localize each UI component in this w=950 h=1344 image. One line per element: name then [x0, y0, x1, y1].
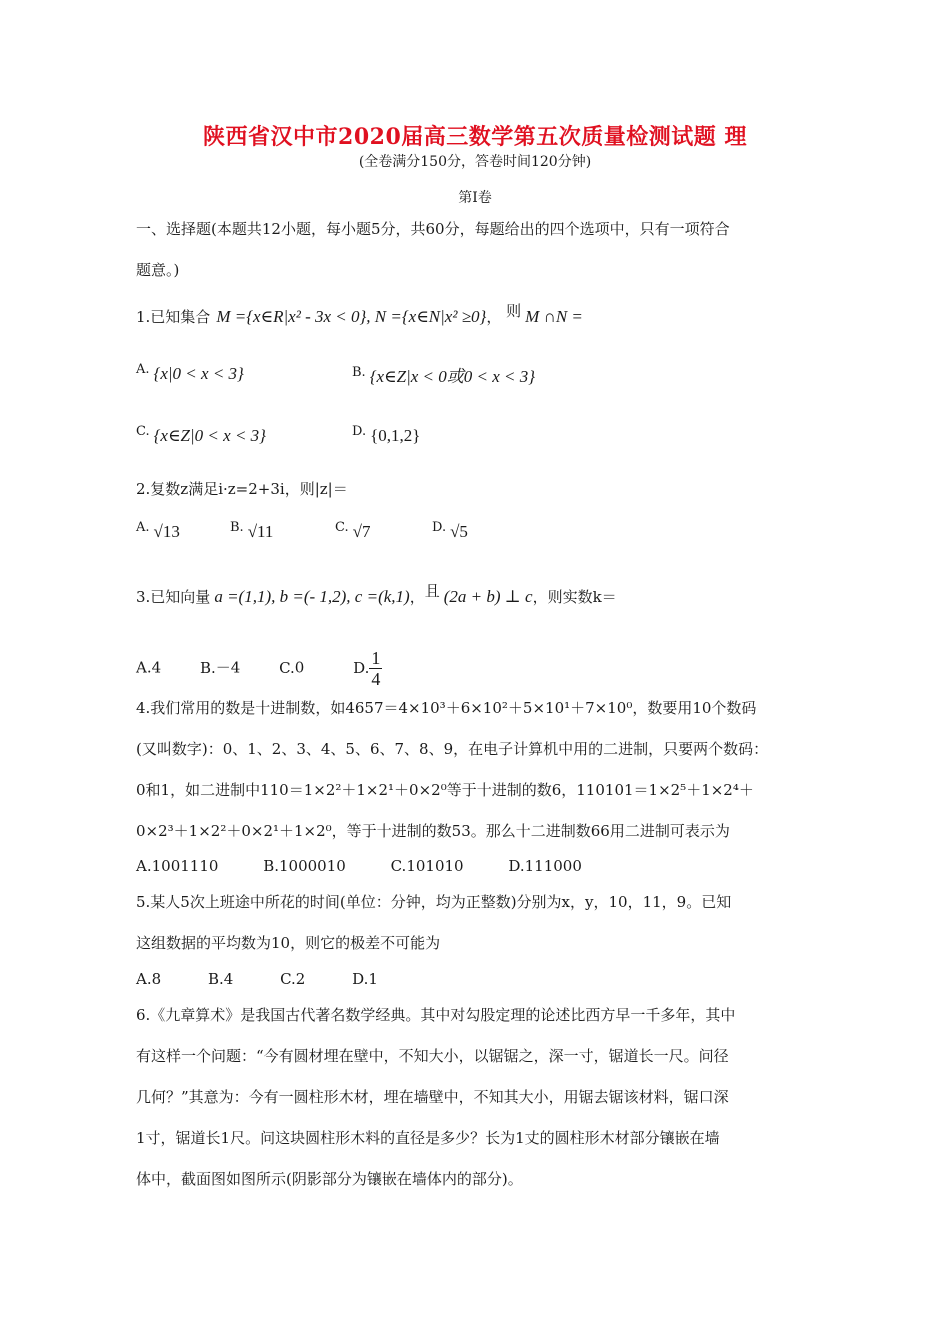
option-text: 4 — [151, 658, 162, 677]
exam-subtitle: (全卷满分150分，答卷时间120分钟) — [358, 154, 592, 170]
option-label: A. — [136, 857, 152, 875]
option-label: A. — [136, 520, 150, 535]
question-6-line-2: 有这样一个问题：“今有圆材埋在壁中，不知大小，以锯锯之，深一寸，锯道长一尺。问径 — [136, 1047, 729, 1065]
q3-condition: (2a + b) ⊥ c — [443, 587, 533, 606]
q2-option-b — [230, 520, 273, 542]
question-4-line-2: (又叫数字)：0、1、2、3、4、5、6、7、8、9，在电子计算机中用的二进制，只要两个数码： — [136, 740, 769, 758]
question-4-line-4: 0×2³＋1×2²＋0×2¹＋1×2⁰，等于十进制的数53。那么十二进制数66用二进制可表示为 — [136, 822, 730, 840]
question-4-line-3: 0和1，如二进制中110＝1×2²＋1×2¹＋0×2⁰等于十进制的数6，110101＝1×2⁵＋1×2⁴＋ — [136, 781, 754, 799]
option-label: A. — [136, 658, 152, 677]
q1-comma: ， — [486, 308, 502, 326]
option-text: 1 — [368, 970, 378, 988]
option-label: C. — [136, 424, 150, 439]
option-text: 2 — [295, 970, 306, 988]
option-text: {x∈Z|x < 0或0 < x < 3} — [369, 367, 536, 386]
option-label: D. — [432, 520, 447, 535]
option-text: √5 — [450, 522, 468, 541]
question-3-stem — [136, 580, 617, 607]
fraction-denominator: 4 — [371, 669, 381, 689]
option-label: B. — [199, 658, 216, 677]
q2-option-a — [136, 520, 180, 542]
option-label: C. — [279, 658, 295, 677]
question-6-line-4: 1寸，锯道长1尺。问这块圆柱形木料的直径是多少？长为1丈的圆柱形木材部分镶嵌在墙 — [136, 1129, 720, 1147]
q3-prefix: 3.已知向量 — [136, 588, 211, 606]
option-text: 101010 — [406, 857, 464, 875]
option-text: √7 — [352, 522, 371, 541]
section-heading: 第Ⅰ卷 — [458, 190, 492, 206]
question-6-line-5: 体中，截面图如图所示(阴影部分为镶嵌在墙体内的部分)。 — [136, 1170, 523, 1188]
question-5-line-1: 5.某人5次上班途中所花的时间(单位：分钟，均为正整数)分别为x，y，10，11，9。已知 — [136, 893, 732, 911]
q2-option-c — [335, 520, 370, 542]
fraction-numerator: 1 — [371, 648, 381, 668]
option-text: 1001110 — [151, 857, 219, 875]
option-text: 0 — [294, 658, 305, 677]
question-6-line-3: 几何？”其意为：今有一圆柱形木材，埋在墙壁中，不知其大小，用锯去锯该材料，锯口深 — [136, 1088, 729, 1106]
option-text: 1000010 — [279, 857, 346, 875]
option-label: D. — [508, 857, 525, 875]
q1-then: 则 — [506, 302, 522, 320]
question-6-line-1: 6.《九章算术》是我国古代著名数学经典。其中对勾股定理的论述比西方早一千多年，其中 — [136, 1006, 736, 1024]
q3-and: 且 — [424, 582, 440, 600]
option-label: A. — [136, 970, 152, 988]
q1-target: M ∩N = — [525, 307, 583, 326]
option-text: 4 — [223, 970, 234, 988]
option-label: D. — [352, 424, 367, 439]
option-text: {0,1,2} — [370, 426, 421, 445]
q1-option-a — [136, 362, 244, 384]
instructions-line-1: 一、选择题(本题共12小题，每小题5分，共60分，每题给出的四个选项中，只有一项符合 — [136, 220, 730, 238]
q1-prefix: 1.已知集合 — [136, 308, 211, 326]
q1-option-b — [352, 362, 535, 387]
option-text: {x|0 < x < 3} — [153, 364, 244, 383]
exam-title: 陕西省汉中市2020届高三数学第五次质量检测试题 理 — [203, 124, 747, 150]
option-label: C. — [390, 857, 407, 875]
q3-vectors: a =(1,1), b =(- 1,2), c =(k,1) — [214, 587, 410, 606]
q1-option-c — [136, 424, 266, 446]
option-label: A. — [136, 362, 150, 377]
instructions-line-2: 题意。) — [136, 261, 180, 279]
question-5-line-2: 这组数据的平均数为10，则它的极差不可能为 — [136, 934, 441, 952]
option-text: √13 — [153, 522, 180, 541]
q3-suffix: ，则实数k＝ — [532, 588, 617, 606]
option-label: B. — [263, 857, 279, 875]
option-label: D. — [352, 970, 369, 988]
q3-options — [136, 648, 382, 689]
q1-set-expression: M ={x∈R|x² - 3x < 0}, N ={x∈N|x² ≥0} — [216, 307, 487, 326]
option-text: －4 — [215, 658, 241, 677]
option-label: C. — [280, 970, 296, 988]
q3-comma: ， — [409, 588, 425, 606]
fraction — [369, 648, 382, 689]
option-text: 111000 — [524, 857, 582, 875]
option-label: B. — [230, 520, 244, 535]
question-4-line-1: 4.我们常用的数是十进制数，如4657＝4×10³＋6×10²＋5×10¹＋7×10⁰，数要用10个数码 — [136, 699, 757, 717]
option-label: D. — [353, 658, 370, 677]
q2-option-d — [432, 520, 468, 542]
q5-options — [136, 970, 378, 988]
question-2-stem: 2.复数z满足i·z=2+3i，则|z|＝ — [136, 480, 348, 498]
option-text: 8 — [151, 970, 162, 988]
option-label: C. — [335, 520, 349, 535]
option-text: √11 — [247, 522, 274, 541]
q1-option-d — [352, 424, 420, 446]
option-text: {x∈Z|0 < x < 3} — [153, 426, 266, 445]
option-label: B. — [207, 970, 224, 988]
question-1-stem — [136, 300, 583, 327]
q4-options — [136, 857, 582, 875]
option-label: B. — [352, 365, 366, 380]
